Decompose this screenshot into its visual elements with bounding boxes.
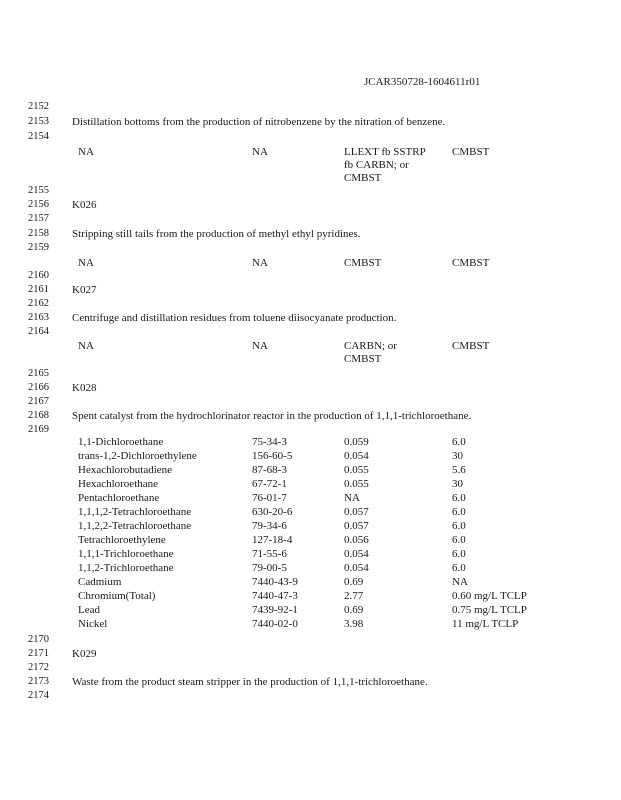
wastewater-standard: 0.059 bbox=[344, 436, 369, 448]
nonwastewater-standard: 0.60 mg/L TCLP bbox=[452, 590, 527, 602]
wastewater-standard: NA bbox=[344, 492, 360, 504]
nonwastewater-standard: 11 mg/L TCLP bbox=[452, 618, 519, 630]
constituent-name: Lead bbox=[78, 604, 100, 616]
table-cell: CMBST bbox=[344, 257, 382, 269]
constituent-name: 1,1,1,2-Tetrachloroethane bbox=[78, 506, 192, 518]
line-number: 2171 bbox=[28, 648, 49, 659]
line-number: 2154 bbox=[28, 131, 49, 142]
line-number: 2164 bbox=[28, 326, 49, 337]
line-number: 2174 bbox=[28, 690, 49, 701]
nonwastewater-standard: 6.0 bbox=[452, 534, 466, 546]
constituent-name: Chromium(Total) bbox=[78, 590, 156, 602]
table-cell: CARBN; or bbox=[344, 340, 397, 352]
nonwastewater-standard: 30 bbox=[452, 450, 463, 462]
nonwastewater-standard: NA bbox=[452, 576, 468, 588]
line-number: 2152 bbox=[28, 101, 49, 112]
wastewater-standard: 0.054 bbox=[344, 548, 369, 560]
cas-number: 156-60-5 bbox=[252, 450, 293, 462]
table-cell: NA bbox=[252, 257, 268, 269]
line-number: 2172 bbox=[28, 662, 49, 673]
line-number: 2162 bbox=[28, 298, 49, 309]
wastewater-standard: 3.98 bbox=[344, 618, 364, 630]
cas-number: 127-18-4 bbox=[252, 534, 293, 546]
constituent-name: Nickel bbox=[78, 618, 108, 630]
line-number: 2168 bbox=[28, 410, 49, 421]
table-cell: NA bbox=[78, 146, 94, 158]
waste-description: Spent catalyst from the hydrochlorinator reactor in the production of 1,1,1-trichloroethane. bbox=[72, 410, 472, 422]
waste-code: K029 bbox=[72, 648, 97, 660]
cas-number: 75-34-3 bbox=[252, 436, 287, 448]
line-number: 2170 bbox=[28, 634, 49, 645]
table-cell: fb CARBN; or bbox=[344, 159, 409, 171]
line-number: 2161 bbox=[28, 284, 49, 295]
line-number: 2156 bbox=[28, 199, 49, 210]
cas-number: 67-72-1 bbox=[252, 478, 287, 490]
line-number: 2165 bbox=[28, 368, 49, 379]
wastewater-standard: 0.69 bbox=[344, 576, 364, 588]
nonwastewater-standard: 6.0 bbox=[452, 492, 466, 504]
constituent-name: Cadmium bbox=[78, 576, 122, 588]
table-cell: NA bbox=[78, 257, 94, 269]
constituent-name: 1,1-Dichloroethane bbox=[78, 436, 164, 448]
wastewater-standard: 2.77 bbox=[344, 590, 364, 602]
line-number: 2166 bbox=[28, 382, 49, 393]
nonwastewater-standard: 6.0 bbox=[452, 562, 466, 574]
table-cell: CMBST bbox=[452, 146, 490, 158]
waste-description: Stripping still tails from the production of methyl ethyl pyridines. bbox=[72, 228, 361, 240]
line-number: 2163 bbox=[28, 312, 49, 323]
nonwastewater-standard: 0.75 mg/L TCLP bbox=[452, 604, 527, 616]
nonwastewater-standard: 6.0 bbox=[452, 506, 466, 518]
cas-number: 7440-43-9 bbox=[252, 576, 298, 588]
constituent-name: Hexachloroethane bbox=[78, 478, 159, 490]
nonwastewater-standard: 6.0 bbox=[452, 436, 466, 448]
waste-code: K027 bbox=[72, 284, 97, 296]
table-cell: NA bbox=[252, 146, 268, 158]
constituent-name: Hexachlorobutadiene bbox=[78, 464, 173, 476]
nonwastewater-standard: 30 bbox=[452, 478, 463, 490]
line-number: 2153 bbox=[28, 116, 49, 127]
table-cell: NA bbox=[78, 340, 94, 352]
line-number: 2155 bbox=[28, 185, 49, 196]
line-number: 2159 bbox=[28, 242, 49, 253]
constituent-name: Tetrachloroethylene bbox=[78, 534, 166, 546]
constituent-name: 1,1,2,2-Tetrachloroethane bbox=[78, 520, 192, 532]
wastewater-standard: 0.057 bbox=[344, 506, 369, 518]
constituent-name: 1,1,2-Trichloroethane bbox=[78, 562, 174, 574]
wastewater-standard: 0.054 bbox=[344, 562, 369, 574]
nonwastewater-standard: 6.0 bbox=[452, 520, 466, 532]
wastewater-standard: 0.055 bbox=[344, 478, 369, 490]
waste-description: Waste from the product steam stripper in the production of 1,1,1-trichloroethane. bbox=[72, 676, 428, 688]
table-cell: CMBST bbox=[344, 172, 382, 184]
cas-number: 79-34-6 bbox=[252, 520, 287, 532]
nonwastewater-standard: 5.6 bbox=[452, 464, 466, 476]
cas-number: 87-68-3 bbox=[252, 464, 287, 476]
cas-number: 7439-92-1 bbox=[252, 604, 298, 616]
waste-description: Centrifuge and distillation residues from toluene diisocyanate production. bbox=[72, 312, 397, 324]
wastewater-standard: 0.054 bbox=[344, 450, 369, 462]
wastewater-standard: 0.69 bbox=[344, 604, 364, 616]
waste-code: K026 bbox=[72, 199, 97, 211]
cas-number: 7440-02-0 bbox=[252, 618, 298, 630]
cas-number: 7440-47-3 bbox=[252, 590, 298, 602]
cas-number: 79-00-5 bbox=[252, 562, 287, 574]
constituent-name: trans-1,2-Dichloroethylene bbox=[78, 450, 197, 462]
table-cell: NA bbox=[252, 340, 268, 352]
line-number: 2160 bbox=[28, 270, 49, 281]
wastewater-standard: 0.055 bbox=[344, 464, 369, 476]
waste-code: K028 bbox=[72, 382, 97, 394]
table-cell: CMBST bbox=[452, 257, 490, 269]
cas-number: 71-55-6 bbox=[252, 548, 287, 560]
table-cell: CMBST bbox=[452, 340, 490, 352]
line-number: 2169 bbox=[28, 424, 49, 435]
constituent-name: 1,1,1-Trichloroethane bbox=[78, 548, 174, 560]
wastewater-standard: 0.057 bbox=[344, 520, 369, 532]
table-cell: LLEXT fb SSTRP bbox=[344, 146, 426, 158]
cas-number: 630-20-6 bbox=[252, 506, 293, 518]
line-number: 2157 bbox=[28, 213, 49, 224]
table-cell: CMBST bbox=[344, 353, 382, 365]
constituent-name: Pentachloroethane bbox=[78, 492, 160, 504]
line-number: 2167 bbox=[28, 396, 49, 407]
wastewater-standard: 0.056 bbox=[344, 534, 369, 546]
line-number: 2173 bbox=[28, 676, 49, 687]
line-number: 2158 bbox=[28, 228, 49, 239]
waste-description: Distillation bottoms from the production of nitrobenzene by the nitration of benzene. bbox=[72, 116, 446, 128]
cas-number: 76-01-7 bbox=[252, 492, 287, 504]
nonwastewater-standard: 6.0 bbox=[452, 548, 466, 560]
document-header-id: JCAR350728-1604611r01 bbox=[364, 76, 481, 88]
